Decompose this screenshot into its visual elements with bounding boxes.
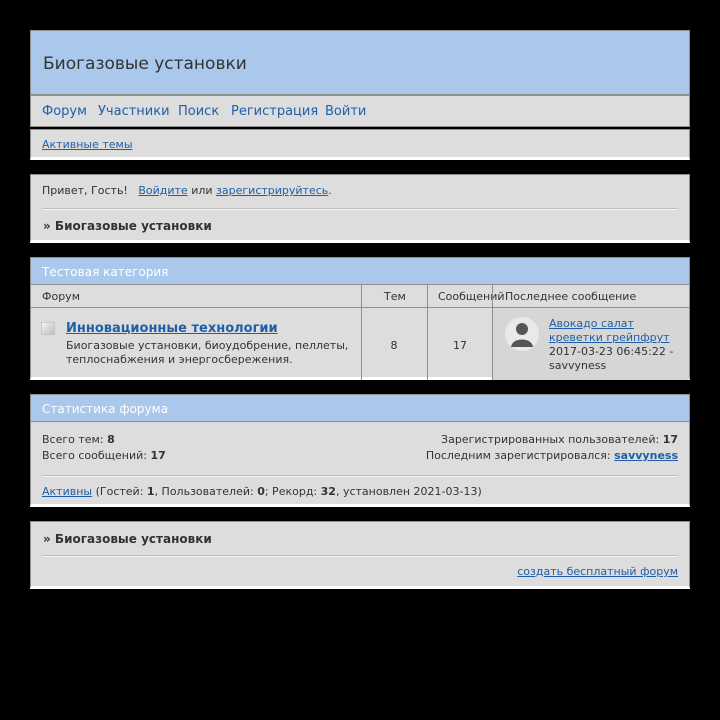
nav-search[interactable]: Поиск [178, 104, 220, 119]
guests-label: (Гостей: [95, 485, 144, 498]
greeting-text: Привет, Гость! [42, 184, 128, 197]
divider [361, 285, 362, 380]
last-registered [426, 449, 678, 462]
last-post-date: 2017-03-23 06:45:22 - [549, 345, 674, 358]
topics-count: 8 [390, 339, 398, 352]
col-topics-label: Тем [384, 290, 406, 303]
site-header [30, 30, 690, 95]
last-post-info [549, 317, 679, 373]
col-last-label: Последнее сообщение [505, 290, 637, 303]
registered-users [441, 433, 678, 446]
total-posts-label: Всего сообщений: [42, 449, 147, 462]
divider [42, 475, 678, 477]
active-users-link[interactable]: Активны [42, 485, 93, 498]
category-panel [30, 257, 690, 380]
record-date: , установлен 2021-03-13) [335, 485, 482, 498]
record-label: ; Рекорд: [264, 485, 318, 498]
period-text: . [328, 184, 332, 197]
members-label: , Пользователей: [154, 485, 254, 498]
total-topics-label: Всего тем: [42, 433, 104, 446]
create-forum-link[interactable]: создать бесплатный форум [517, 565, 678, 578]
last-post-author: savvyness [549, 359, 607, 372]
online-stats [42, 485, 482, 498]
active-topics-bar [30, 129, 690, 160]
registered-users-value: 17 [662, 433, 678, 446]
last-registered-user-link[interactable]: savvyness [614, 449, 678, 462]
nav-forum[interactable]: Форум [42, 104, 87, 119]
forum-title-link[interactable]: Инновационные технологии [66, 321, 278, 336]
login-link[interactable]: Войдите [138, 184, 188, 197]
main-nav [30, 95, 690, 127]
total-topics-value: 8 [107, 433, 115, 446]
divider [42, 208, 678, 210]
total-posts-value: 17 [150, 449, 166, 462]
col-posts [427, 285, 505, 308]
col-forum-label: Форум [42, 290, 80, 303]
record-value: 32 [320, 485, 336, 498]
nav-login[interactable]: Войти [325, 104, 367, 119]
avatar-icon[interactable] [505, 317, 539, 351]
register-link[interactable]: зарегистрируйтесь [216, 184, 329, 197]
forum-status-icon [41, 322, 55, 335]
footer-breadcrumb: » Биогазовые установки [43, 532, 212, 546]
welcome-text [42, 184, 332, 197]
breadcrumb: » Биогазовые установки [43, 219, 212, 233]
welcome-panel [30, 174, 690, 243]
last-post-topic-link[interactable]: Авокадо салат креветки грейпфрут [549, 317, 670, 344]
stats-header [31, 395, 689, 422]
col-topics [361, 285, 427, 308]
registered-users-label: Зарегистрированных пользователей: [441, 433, 660, 446]
guests-value: 1 [146, 485, 155, 498]
footer-panel [30, 521, 690, 589]
category-title: Тестовая категория [42, 265, 169, 279]
nav-register[interactable]: Регистрация [231, 104, 319, 119]
active-topics-link[interactable]: Активные темы [42, 138, 133, 151]
total-posts [42, 449, 166, 462]
last-post-cell [493, 308, 689, 380]
divider [427, 285, 428, 380]
or-text: или [191, 184, 213, 197]
total-topics [42, 433, 115, 446]
last-registered-label: Последним зарегистрировался: [425, 449, 611, 462]
forum-description: Биогазовые установки, биоудобрение, пеллеты, теплоснабжения и энергосбережения. [66, 339, 349, 366]
divider [42, 555, 678, 557]
stats-panel [30, 394, 690, 507]
col-forum [31, 285, 361, 308]
category-header [31, 258, 689, 285]
nav-members[interactable]: Участники [98, 104, 170, 119]
posts-count: 17 [453, 339, 467, 352]
col-posts-label: Сообщений [438, 290, 505, 303]
stats-title: Статистика форума [42, 402, 169, 416]
members-value: 0 [257, 485, 265, 498]
forum-row [31, 308, 361, 380]
site-title: Биогазовые установки [43, 54, 247, 74]
col-last-post [493, 285, 689, 308]
